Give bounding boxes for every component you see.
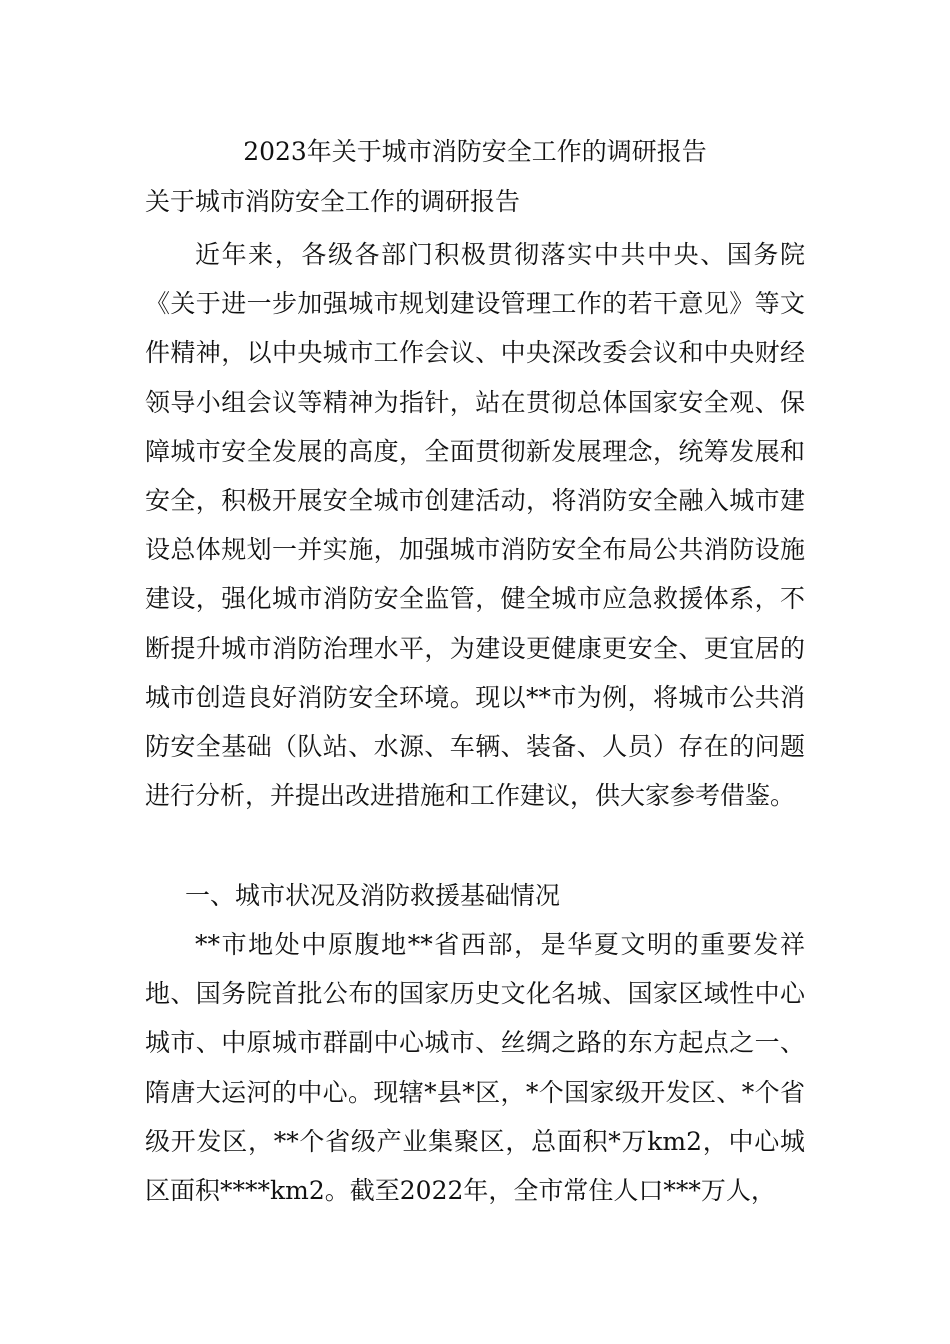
document-title: 2023年关于城市消防安全工作的调研报告 [243, 137, 707, 166]
section-paragraph: **市地处中原腹地**省西部，是华夏文明的重要发祥地、国务院首批公布的国家历史文化名城、国家区域性中心城市、中原城市群副中心城市、丝绸之路的东方起点之一、隋唐大运河的中心。现辖*县*区，*个国家级开发区、*个省级开发区，**个省级产业集聚区，总面积*万km2，中心城区面积****km2。截至2022年，全市常住人口***万人， [145, 930, 805, 1206]
document-subtitle: 关于城市消防安全工作的调研报告 [145, 187, 521, 216]
intro-paragraph: 近年来，各级各部门积极贯彻落实中共中央、国务院《关于进一步加强城市规划建设管理工作的若干意见》等文件精神，以中央城市工作会议、中央深改委会议和中央财经领导小组会议等精神为指针，站在贯彻总体国家安全观、保障城市安全发展的高度，全面贯彻新发展理念，统筹发展和安全，积极开展安全城市创建活动，将消防安全融入城市建设总体规划一并实施，加强城市消防安全布局公共消防设施建设，强化城市消防安全监管，健全城市应急救援体系，不断提升城市消防治理水平，为建设更健康更安全、更宜居的城市创造良好消防安全环境。现以**市为例，将城市公共消防安全基础（队站、水源、车辆、装备、人员）存在的问题进行分析，并提出改进措施和工作建议，供大家参考借鉴。 [145, 240, 805, 811]
section-heading: 一、城市状况及消防救援基础情况 [185, 881, 561, 910]
